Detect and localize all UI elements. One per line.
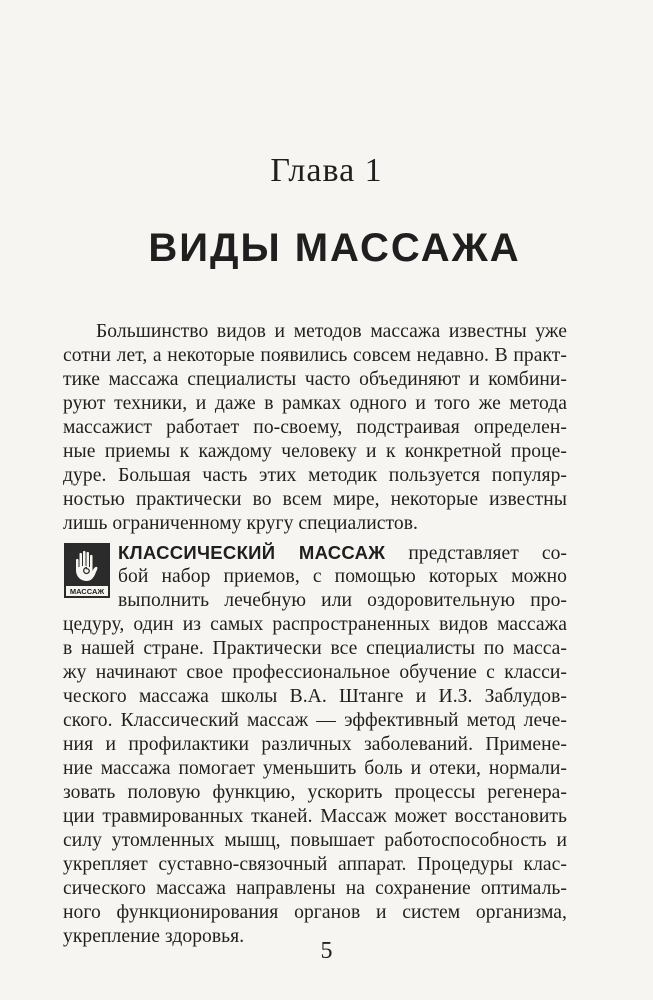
intro-line: сотни лет, а некоторые появились совсем недавно. В практ- (63, 345, 567, 366)
intro-line: ные приемы к каждому человеку и к конкретной проце- (63, 441, 567, 462)
section-heading: КЛАССИЧЕСКИЙ МАССАЖ (118, 542, 386, 563)
section-line: ния и профилактики различных заболеваний. Примене- (63, 734, 567, 755)
section-line: ции травмированных тканей. Массаж может восстановить (63, 806, 567, 827)
page-number: 5 (320, 938, 333, 964)
intro-line: руют техники, и даже в рамках одного и того же метода (63, 393, 567, 414)
section-line: в нашей стране. Практически все специалисты по масса- (63, 638, 567, 659)
section-line: укрепляет суставно-связочный аппарат. Процедуры клас- (63, 854, 567, 875)
chapter-label: Глава 1 (270, 152, 383, 189)
section-first-line (118, 541, 567, 566)
section-line: выполнить лечебную или оздоровительную про- (118, 590, 567, 611)
intro-line: массажист работает по-своему, подстраивая определен- (63, 417, 567, 438)
section-line: силу утомленных мышц, повышает работоспособность и (63, 830, 567, 851)
chapter-title: ВИДЫ МАССАЖА (148, 226, 521, 270)
intro-line: дуре. Большая часть этих методик пользуется популяр- (63, 465, 567, 486)
section-first-line-rest: представляет со- (408, 543, 567, 564)
intro-line: ностью практически во всем мире, некоторые известны (63, 489, 567, 510)
section-line: сического массажа направлены на сохранение оптималь- (63, 878, 567, 899)
intro-line: Большинство видов и методов массажа известны уже (96, 321, 567, 342)
section-line: цедуру, один из самых распространенных видов массажа (63, 614, 567, 635)
section-line: зовать половую функцию, ускорить процессы регенера- (63, 782, 567, 803)
intro-line: тике массажа специалисты часто объединяют и комбини- (63, 369, 567, 390)
section-line: жу начинают свое профессиональное обучение с класси- (63, 662, 567, 683)
section-line: бой набор приемов, с помощью которых можно (118, 566, 567, 587)
logo-label: МАССАЖ (69, 587, 105, 596)
hand-icon (66, 545, 108, 596)
section-line: ского. Классический массаж — эффективный метод лече- (63, 710, 567, 731)
section-line: укрепление здоровья. (63, 926, 245, 947)
section-line: ческого массажа школы В.А. Штанге и И.З. Заблудов- (63, 686, 567, 707)
massage-logo (64, 543, 110, 598)
intro-line: лишь ограниченному кругу специалистов. (63, 513, 418, 534)
section-line: ние массажа помогает уменьшить боль и отеки, нормали- (63, 758, 567, 779)
section-line: ного функционирования органов и систем организма, (63, 902, 567, 923)
